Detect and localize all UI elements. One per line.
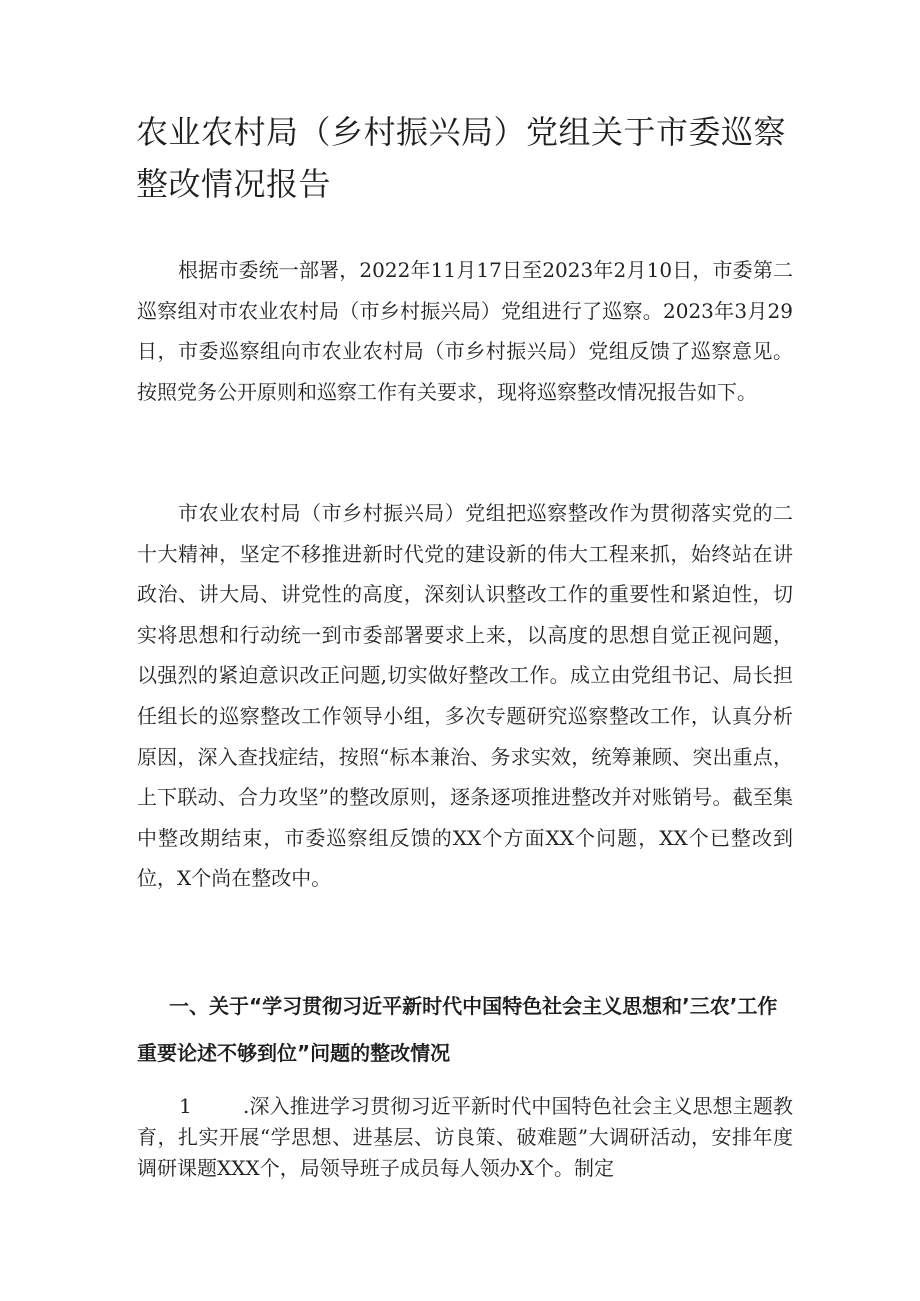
item-number: 1 [179,1094,192,1118]
item-text: .深入推进学习贯彻习近平新时代中国特色社会主义思想主题教育，扎实开展“学思想、进基层、访良策、破难题”大调研活动，安排年度调研课题XXX个，局领导班子成员每人领办X个。制定 [137,1094,793,1180]
paragraph-intro: 根据市委统一部署，2022年11月17日至2023年2月10日，市委第二巡察组对市农业农村局（市乡村振兴局）党组进行了巡察。2023年3月29日，市委巡察组向市农业农村局（市乡村振兴局）党组反馈了巡察意见。按照党务公开原则和巡察工作有关要求，现将巡察整改情况报告如下。 [137,258,793,404]
document-title: 农业农村局（乡村振兴局）党组关于市委巡察整改情况报告 [136,113,787,203]
section-heading: 一、关于“学习贯彻习近平新时代中国特色社会主义思想和’三农’工作重要论述不够到位”问题的整改情况 [137,994,778,1065]
list-item [137,1091,793,1184]
paragraph-overview: 市农业农村局（市乡村振兴局）党组把巡察整改作为贯彻落实党的二十大精神，坚定不移推进新时代党的建设新的伟大工程来抓，始终站在讲政治、讲大局、讲党性的高度，深刻认识整改工作的重要性和紧迫性，切实将思想和行动统一到市委部署要求上来，以高度的思想自觉正视问题，以强烈的紧迫意识改正问题,切实做好整改工作。成立由党组书记、局长担任组长的巡察整改工作领导小组，多次专题研究巡察整改工作，认真分析原因，深入查找症结，按照“标本兼治、务求实效，统筹兼顾、突出重点，上下联动、合力攻坚”的整改原则，逐条逐项推进整改并对账销号。截至集中整改期结束，市委巡察组反馈的XX个方面XX个问题，XX个已整改到位，X个尚在整改中。 [137,501,793,891]
